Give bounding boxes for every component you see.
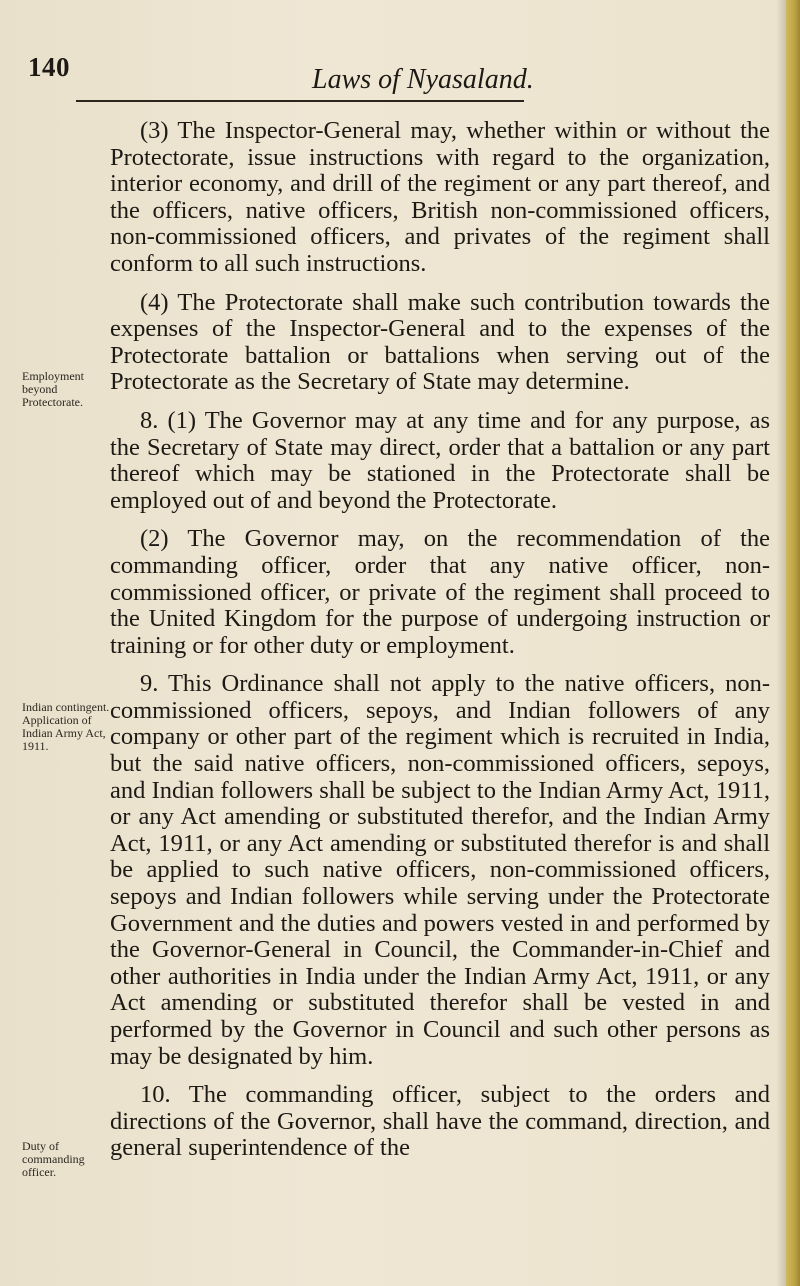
running-title: Laws of Nyasaland. bbox=[312, 64, 534, 95]
page-edge-strip bbox=[786, 0, 800, 1286]
paragraph-7-4: (4) The Protectorate shall make such contribution towards the expenses of the Inspector-General and to the expenses of the Protectorate battalion or battalions when serving out of the Protectorate as the Secretary of State may determine. bbox=[110, 288, 770, 396]
paragraph-8-1: 8. (1) The Governor may at any time and for any purpose, as the Secretary of State may direct, order that a battalion or any part thereof which may be stationed in the Protectorate shall be employed out of and beyond the Protectorate. bbox=[110, 406, 770, 514]
page-number: 140 bbox=[28, 52, 70, 82]
page-edge-shadow bbox=[776, 0, 786, 1286]
margin-note-employment: Employment beyond Protectorate. bbox=[22, 369, 84, 409]
margin-note-commanding-officer: Duty of commanding officer. bbox=[22, 1139, 85, 1179]
header-rule bbox=[76, 100, 524, 102]
paragraph-9: 9. This Ordinance shall not apply to the native officers, non-commissioned officers, sepoys, and Indian followers of any company or other part of the regiment which is recruited in India, but the said native officers, non-commissioned officers, sepoys, and Indian followers shall be subject to the Indian Army Act, 1911, or any Act amending or substituted therefor, and the Indian Army Act, 1911, or any Act amending or substituted therefor is and shall be applied to such native officers, non-commissioned officers, sepoys and Indian followers while serving under the Protectorate Government and the duties and powers vested in and performed by the Governor-General in Council, the Commander-in-Chief and other authorities in India under the Indian Army Act, 1911, or any Act amending or substituted therefor shall be vested in and performed by the Governor in Council and such other persons as may be designated by him. bbox=[110, 670, 770, 1070]
paragraph-7-3: (3) The Inspector-General may, whether within or without the Protectorate, issue instructions with regard to the organization, interior economy, and drill of the regiment or any part thereof, and the officers, native officers, British non-commissioned officers, non-commissioned officers, and privates of the regiment shall conform to all such instructions. bbox=[110, 117, 770, 277]
paragraph-8-2: (2) The Governor may, on the recommendation of the commanding officer, order that any native officer, non-commissioned officer, or private of the regiment shall proceed to the United Kingdom for the purpose of undergoing instruction or training or for other duty or employment. bbox=[110, 525, 770, 659]
margin-note-indian-contingent: Indian contingent. Application of Indian Army Act, 1911. bbox=[22, 700, 110, 753]
paragraph-10: 10. The commanding officer, subject to the orders and directions of the Governor, shall have the command, direction, and general superintendence of the bbox=[110, 1081, 770, 1162]
body-text bbox=[110, 118, 770, 1174]
